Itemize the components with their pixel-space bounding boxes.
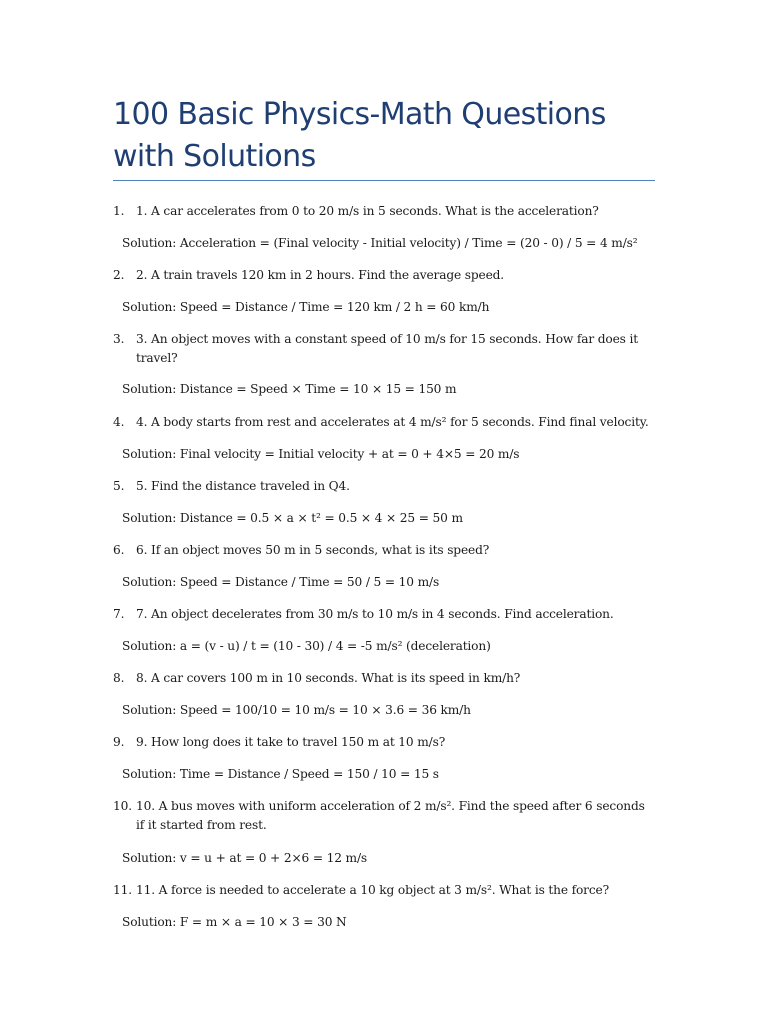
title-divider bbox=[113, 180, 655, 181]
question-number: 2. bbox=[113, 268, 125, 282]
question-number: 10. bbox=[113, 799, 132, 813]
solution-text: Solution: a = (v - u) / t = (10 - 30) / 4 = -5 m/s² (deceleration) bbox=[122, 639, 491, 653]
question-text: 1. A car accelerates from 0 to 20 m/s in 5 seconds. What is the acceleration? bbox=[136, 204, 599, 218]
question-text: 7. An object decelerates from 30 m/s to 10 m/s in 4 seconds. Find acceleration. bbox=[136, 607, 614, 621]
solution-text: Solution: Distance = 0.5 × a × t² = 0.5 × 4 × 25 = 50 m bbox=[122, 511, 463, 525]
question-number: 7. bbox=[113, 607, 125, 621]
question-number: 4. bbox=[113, 415, 125, 429]
solution-text: Solution: Speed = Distance / Time = 120 km / 2 h = 60 km/h bbox=[122, 300, 490, 314]
question-number: 9. bbox=[113, 735, 125, 749]
question-number: 8. bbox=[113, 671, 125, 685]
solution-text: Solution: Distance = Speed × Time = 10 × 15 = 150 m bbox=[122, 382, 457, 396]
solution-text: Solution: Time = Distance / Speed = 150 / 10 = 15 s bbox=[122, 767, 439, 781]
question-text: 8. A car covers 100 m in 10 seconds. What is its speed in km/h? bbox=[136, 671, 521, 685]
solution-text: Solution: Acceleration = (Final velocity - Initial velocity) / Time = (20 - 0) / 5 = 4 m/s² bbox=[122, 236, 638, 250]
question-text: 9. How long does it take to travel 150 m at 10 m/s? bbox=[136, 735, 446, 749]
solution-text: Solution: v = u + at = 0 + 2×6 = 12 m/s bbox=[122, 851, 368, 865]
question-text: 4. A body starts from rest and accelerates at 4 m/s² for 5 seconds. Find final velocity. bbox=[136, 415, 649, 429]
question-number: 1. bbox=[113, 204, 125, 218]
solution-text: Solution: Speed = 100/10 = 10 m/s = 10 × 3.6 = 36 km/h bbox=[122, 703, 471, 717]
solution-text: Solution: Speed = Distance / Time = 50 / 5 = 10 m/s bbox=[122, 575, 440, 589]
question-text: 11. A force is needed to accelerate a 10 kg object at 3 m/s². What is the force? bbox=[136, 883, 609, 897]
page-title: 100 Basic Physics-Math Questions with Solutions bbox=[113, 97, 606, 174]
question-number: 3. bbox=[113, 332, 125, 346]
question-number: 11. bbox=[113, 883, 132, 897]
solution-text: Solution: F = m × a = 10 × 3 = 30 N bbox=[122, 915, 347, 929]
question-text: 2. A train travels 120 km in 2 hours. Find the average speed. bbox=[136, 268, 505, 282]
question-number: 5. bbox=[113, 479, 125, 493]
question-text: 6. If an object moves 50 m in 5 seconds, what is its speed? bbox=[136, 543, 490, 557]
question-text: 10. A bus moves with uniform acceleration of 2 m/s². Find the speed after 6 seconds if it started from rest. bbox=[136, 799, 645, 832]
question-text: 5. Find the distance traveled in Q4. bbox=[136, 479, 350, 493]
solution-text: Solution: Final velocity = Initial velocity + at = 0 + 4×5 = 20 m/s bbox=[122, 447, 520, 461]
question-number: 6. bbox=[113, 543, 125, 557]
question-text: 3. An object moves with a constant speed of 10 m/s for 15 seconds. How far does it travel? bbox=[136, 332, 639, 365]
